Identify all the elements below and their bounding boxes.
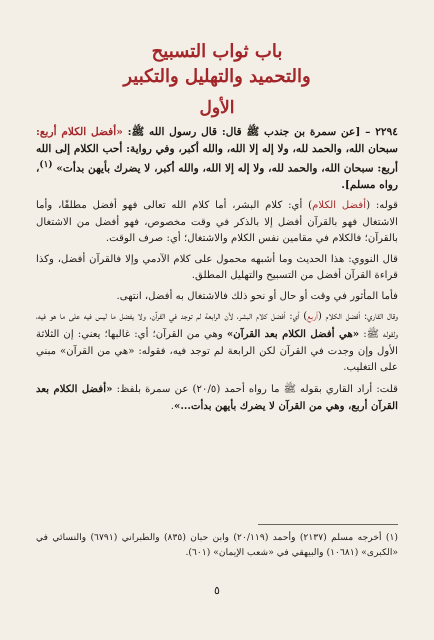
section-heading: الأول xyxy=(199,98,235,118)
chapter-title xyxy=(20,40,414,90)
p5-bold-quote: «أفضل الكلام بعد القرآن أربع، وهي من القرآن لا يضرك بأيهن بدأت...» xyxy=(36,382,398,413)
commentary-paragraph-5 xyxy=(36,381,398,416)
hadith-narrator: رواه مسلم]. xyxy=(341,179,398,192)
p1-text-a: قوله: ( xyxy=(366,199,399,211)
p4-red-term: أربع xyxy=(307,311,318,323)
hadith-text: سبحان الله، والحمد لله، ولا إله إلا الله، والله أكبر، وفي رواية: أحب الكلام إلى الله أربع: سبحان الله، والحمد لله، ولا إله إلا الله، والله أكبر، لا يضرك بأيهن بدأت» xyxy=(36,142,398,175)
p1-text-b: ) أي: كلام البشر، أما كلام الله تعالى فهو أفضل مطلقًا، وأما الاشتغال فهو بالقرآن أفضل إلا بالذكر في وقت مخصوص، فهو أفضل من الاشتغال بالقرآن؛ فالكلام في مقامين نفس الكلام والاشتغال؛ أي: صرف الوقت. xyxy=(36,199,398,245)
hadith-number: ٢٢٩٤ xyxy=(375,126,398,138)
commentary-paragraph-4 xyxy=(36,309,398,376)
p5-text-b: . xyxy=(170,401,174,413)
hadith-paragraph: ٢٢٩٤ – [عن سمرة بن جندب ﷺ قال: قال رسول الله ﷺ: «أفضل الكلام أربع: سبحان الله، والحمد لله، ولا إله إلا الله، والله أكبر، وفي رواية: أحب الكلام إلى الله أربع: سبحان الله، والحمد لله، ولا إله إلا الله، والله أكبر، لا يضرك بأيهن بدأت» $^{(١)}$، رواه مسلم]. xyxy=(36,126,398,192)
commentary-paragraph-3: فأما المأثور في وقت أو حال أو نحو ذلك فالاشتغال به أفضل، انتهى. xyxy=(116,290,398,302)
chapter-title-line2: والتحميد والتهليل والتكبير xyxy=(123,66,311,87)
p5-text-a: قلت: أراد القاري بقوله ﷺ ما رواه أحمد (٢٠/٥) عن سمرة بلفظ: xyxy=(116,383,398,395)
footnote: (١) أخرجه مسلم (٢١٣٧) وأحمد (٢٠/١١٩) وابن حبان (٨٣٥) والطبراني (٦٧٩١) والنسائي في «الكبرى» (١٠٦٨١) والبيهقي في «شعب الإيمان» (٦٠١). xyxy=(36,532,399,558)
hadith-red-text: «أفضل الكلام أربع: xyxy=(36,126,123,138)
p4-bold-quote: «هي أفضل الكلام بعد القرآن» xyxy=(226,328,360,341)
p1-red-term: أفضل الكلام xyxy=(312,199,367,211)
page-number: ٥ xyxy=(214,584,220,597)
footnote-marker: (١) xyxy=(39,160,53,171)
p4-text-a: وقال القاري: أفضل الكلام ( xyxy=(317,311,398,323)
p4-text-c: وهي من القرآن؛ أي: غالبها؛ يعني: إن الثلاثة الأول وإن وجدت في القرآن لكن الرابعة لم توجد فيه، فقوله: «هي من القرآن» مبني على التغليب. xyxy=(36,329,398,374)
hadith-intro: [عن سمرة بن جندب ﷺ قال: قال رسول الله ﷺ: xyxy=(127,126,361,138)
p4-text-b: ) أي: أفضل كلام البشر، لأن الرابعة لم توجد في القرآن، ولا يفضل ما ليس فيه على ما هو فيه، ولقوله ﷺ: xyxy=(36,311,398,341)
commentary-paragraph-2: قال النووي: هذا الحديث وما أشبهه محمول على كلام الآدمي وإلا فالقرآن أفضل، وكذا قراءة القرآن أفضل من التسبيح والتهليل المطلق. xyxy=(36,253,398,282)
chapter-title-line1: باب ثواب التسبيح xyxy=(151,41,283,62)
main-text xyxy=(36,124,398,420)
commentary-paragraph-1 xyxy=(36,198,398,248)
footnote-divider xyxy=(258,524,398,525)
